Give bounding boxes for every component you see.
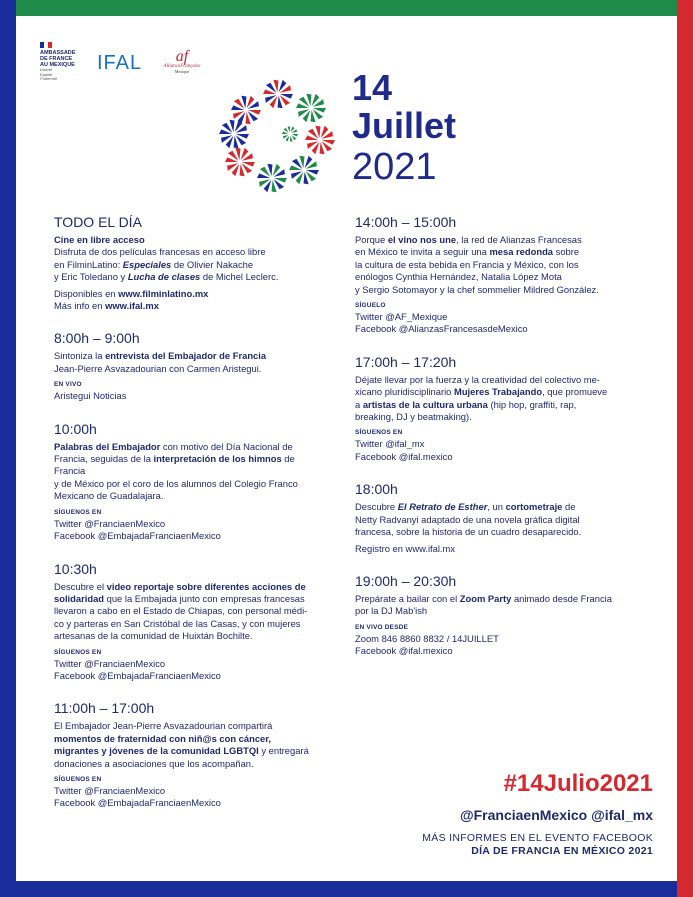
text: Sintoniza la — [54, 350, 106, 362]
text-line: francesa, sobre la historia de un cuadro desaparecido. — [355, 526, 582, 538]
text-line: co y parteras en San Cristóbal de las Casas, y con mujeres — [54, 617, 301, 629]
text: de Michel Leclerc. — [200, 271, 279, 283]
text: xicano pluridisciplinario — [355, 386, 455, 398]
facebook-handle: Facebook @EmbajadaFranciaenMexico — [54, 669, 221, 681]
channel: Aristegui Noticias — [54, 390, 127, 402]
embassy-name-3: AU MEXIQUE — [40, 62, 75, 68]
tag-label: SÍGUENOS EN — [355, 429, 403, 437]
top-green-band — [0, 0, 693, 16]
firework-burst — [296, 94, 326, 123]
text-line: la cultura de esta bebida en Francia y México, con los — [355, 258, 579, 270]
text-line: donaciones a asociaciones que los acompañan. — [54, 757, 254, 769]
right-red-band — [677, 0, 693, 897]
text-line: artesanas de la comunidad de Huixtán Bochilte. — [54, 630, 253, 642]
af-mark: af — [175, 48, 189, 65]
text-line: y de México por el coro de los alumnos del Colegio Franco — [54, 477, 298, 489]
text: y Eric Toledano y — [54, 271, 128, 283]
highlight: interpretación de los himnos — [153, 453, 282, 465]
text-line: Mexicano de Guadalajara. — [54, 490, 164, 502]
section-title: 11:00h – 17:00h — [54, 700, 155, 717]
text: Francia, seguidas de la — [54, 453, 154, 465]
left-blue-band — [0, 0, 16, 897]
ifal-link[interactable]: www.ifal.mx — [105, 300, 159, 312]
facebook-handle: Facebook @AlianzasFrancesasdeMexico — [355, 323, 528, 335]
highlight: migrantes y jóvenes de la comunidad LGBTQI — [54, 745, 259, 757]
text-line: El Embajador Jean-Pierre Asvazadourian compartirá — [54, 720, 273, 732]
hashtag: #14Julio2021 — [503, 770, 653, 797]
embassy-name-1: AMBASSADE — [40, 50, 76, 56]
left-column — [54, 214, 324, 823]
motto-3: Fraternité — [40, 76, 58, 81]
twitter-handle: Twitter @FranciaenMexico — [54, 784, 166, 796]
fireworks-illustration — [216, 70, 341, 195]
highlight: el vino nos une — [387, 234, 457, 245]
ifal-logo: IFAL — [97, 52, 143, 74]
event-name-line: DÍA DE FRANCIA EN MÉXICO 2021 — [471, 845, 653, 857]
twitter-handle: Twitter @ifal_mx — [355, 438, 425, 450]
film-title: El Retrato de Esther — [397, 501, 488, 513]
highlight: Mujeres Trabajando — [454, 386, 543, 398]
text: con motivo del Día Nacional de — [160, 440, 293, 452]
facebook-handle: Facebook @ifal.mexico — [355, 645, 453, 657]
text: que la Embajada junto con empresas francesas — [104, 592, 305, 604]
tag-label: SÍGUENOS EN — [54, 775, 102, 783]
text: Porque — [355, 234, 388, 245]
registration-link[interactable]: Registro en www.ifal.mx — [355, 542, 456, 554]
more-info-line: MÁS INFORMES EN EL EVENTO FACEBOOK — [422, 832, 653, 844]
bottom-blue-band — [0, 881, 693, 897]
text: en México te invita a seguir una — [355, 246, 490, 258]
section-title: 14:00h – 15:00h — [355, 214, 457, 230]
text: , un — [487, 501, 506, 513]
firework-burst — [225, 148, 255, 177]
section-18h — [355, 481, 640, 555]
firework-burst — [219, 120, 249, 149]
title-month: Juillet — [352, 105, 457, 146]
section-19h — [355, 573, 640, 658]
text: Descubre el — [54, 580, 107, 592]
embassy-name-2: DE FRANCE — [40, 56, 73, 62]
highlight: Zoom Party — [459, 592, 512, 604]
title-day: 14 — [352, 67, 393, 108]
subtitle: Cine en libre acceso — [54, 234, 145, 245]
highlight: solidaridad — [54, 592, 105, 604]
section-8h — [54, 330, 324, 402]
alliance-francaise-logo — [162, 48, 202, 74]
text-line: y Sergio Sotomayor y la chef sommelier Mildred González. — [355, 283, 599, 295]
text: de Olivier Nakache — [171, 258, 254, 270]
highlight: video reportaje sobre diferentes acciones de — [106, 580, 306, 592]
facebook-handle: Facebook @EmbajadaFranciaenMexico — [54, 797, 221, 809]
section-title: TODO EL DÍA — [54, 214, 142, 230]
section-17h — [355, 354, 640, 463]
title-year: 2021 — [352, 146, 437, 188]
facebook-handle: Facebook @EmbajadaFranciaenMexico — [54, 530, 221, 542]
af-text: AllianceFrançaise — [163, 64, 201, 69]
highlight: entrevista del Embajador de Francia — [105, 350, 267, 362]
zoom-info: Zoom 846 8860 8832 / 14JUILLET — [355, 632, 499, 644]
tag-label: SÍGUENOS EN — [54, 508, 102, 516]
firework-burst — [289, 156, 319, 185]
highlight: momentos de fraternidad con niñ@s con cáncer, — [54, 732, 272, 744]
twitter-handle: Twitter @FranciaenMexico — [54, 517, 166, 529]
firework-burst — [231, 96, 261, 125]
tag-label: SÍGUELO — [355, 302, 386, 310]
film-title-lucha: Lucha de clases — [127, 271, 201, 283]
text-line: Jean-Pierre Asvazadourian con Carmen Aristegui. — [54, 362, 262, 374]
text: de — [562, 501, 576, 513]
section-14h — [355, 214, 640, 336]
text-line: llevaron a cabo en el Estado de Chiapas, con personal médi- — [54, 605, 308, 617]
twitter-handle: Twitter @AF_Mexique — [355, 311, 448, 323]
social-handles: @FranciaenMexico @ifal_mx — [459, 807, 653, 823]
tag-label: EN VIVO DESDE — [355, 623, 409, 631]
text-line: por la DJ Mab'ish — [355, 605, 428, 617]
text: Descubre — [355, 501, 398, 513]
section-all-day — [54, 214, 324, 312]
section-10h30 — [54, 561, 324, 683]
text-line: Netty Radvanyi adaptado de una novela gráfica digital — [355, 513, 580, 525]
text: Más info en — [54, 300, 106, 312]
text: , la red de Alianzas Francesas — [456, 234, 582, 245]
section-title: 19:00h – 20:30h — [355, 572, 457, 589]
text: (hip hop, graffiti, rap, — [487, 398, 577, 410]
event-title — [352, 67, 457, 188]
highlight: mesa redonda — [489, 246, 554, 258]
section-11h — [54, 700, 324, 809]
section-title: 18:00h — [355, 481, 398, 498]
text: y entregará — [258, 745, 309, 757]
tag-label: SÍGUENOS EN — [54, 648, 102, 656]
firework-burst — [257, 164, 287, 193]
text: a — [355, 398, 363, 410]
film-title-especiales: Especiales — [122, 258, 172, 270]
motto-2: Égalité — [40, 71, 53, 77]
highlight: cortometraje — [505, 501, 563, 513]
twitter-handle: Twitter @FranciaenMexico — [54, 657, 166, 669]
french-flag-icon — [40, 42, 52, 48]
highlight: artistas de la cultura urbana — [362, 398, 488, 410]
bottom-red-corner — [677, 881, 693, 897]
filmin-link[interactable]: www.filminlatino.mx — [118, 287, 209, 299]
tag-label: EN VIVO — [54, 381, 82, 389]
text: de Francia — [54, 453, 295, 477]
text-line: Déjate llevar por la fuerza y la creatividad del colectivo me- — [355, 373, 600, 385]
text-line: enólogos Cynthia Hernández, Natalia López Mota — [355, 271, 562, 283]
text-line: breaking, DJ y beatmaking). — [355, 411, 472, 423]
embassy-logo — [40, 42, 100, 82]
facebook-handle: Facebook @ifal.mexico — [355, 450, 453, 462]
text: , que promueve — [542, 386, 608, 398]
firework-burst — [282, 126, 298, 141]
section-title: 8:00h – 9:00h — [54, 330, 140, 347]
text: en FilminLatino: — [54, 258, 123, 270]
highlight: Palabras del Embajador — [54, 440, 161, 452]
firework-burst — [263, 80, 293, 109]
section-title: 17:00h – 17:20h — [355, 353, 457, 370]
firework-burst — [305, 126, 335, 155]
text: Prepárate a bailar con el — [355, 592, 460, 604]
motto-1: Liberté — [40, 67, 53, 72]
text: Disponibles en — [54, 287, 119, 299]
text: sobre — [553, 246, 580, 258]
section-title: 10:00h — [54, 420, 97, 437]
af-sub: Mexique — [174, 69, 190, 74]
right-column — [355, 214, 640, 671]
text-line: Disfruta de dos películas francesas en acceso libre — [54, 246, 266, 258]
section-title: 10:30h — [54, 560, 97, 577]
text: animado desde Francia — [511, 592, 612, 604]
section-10h — [54, 421, 324, 543]
